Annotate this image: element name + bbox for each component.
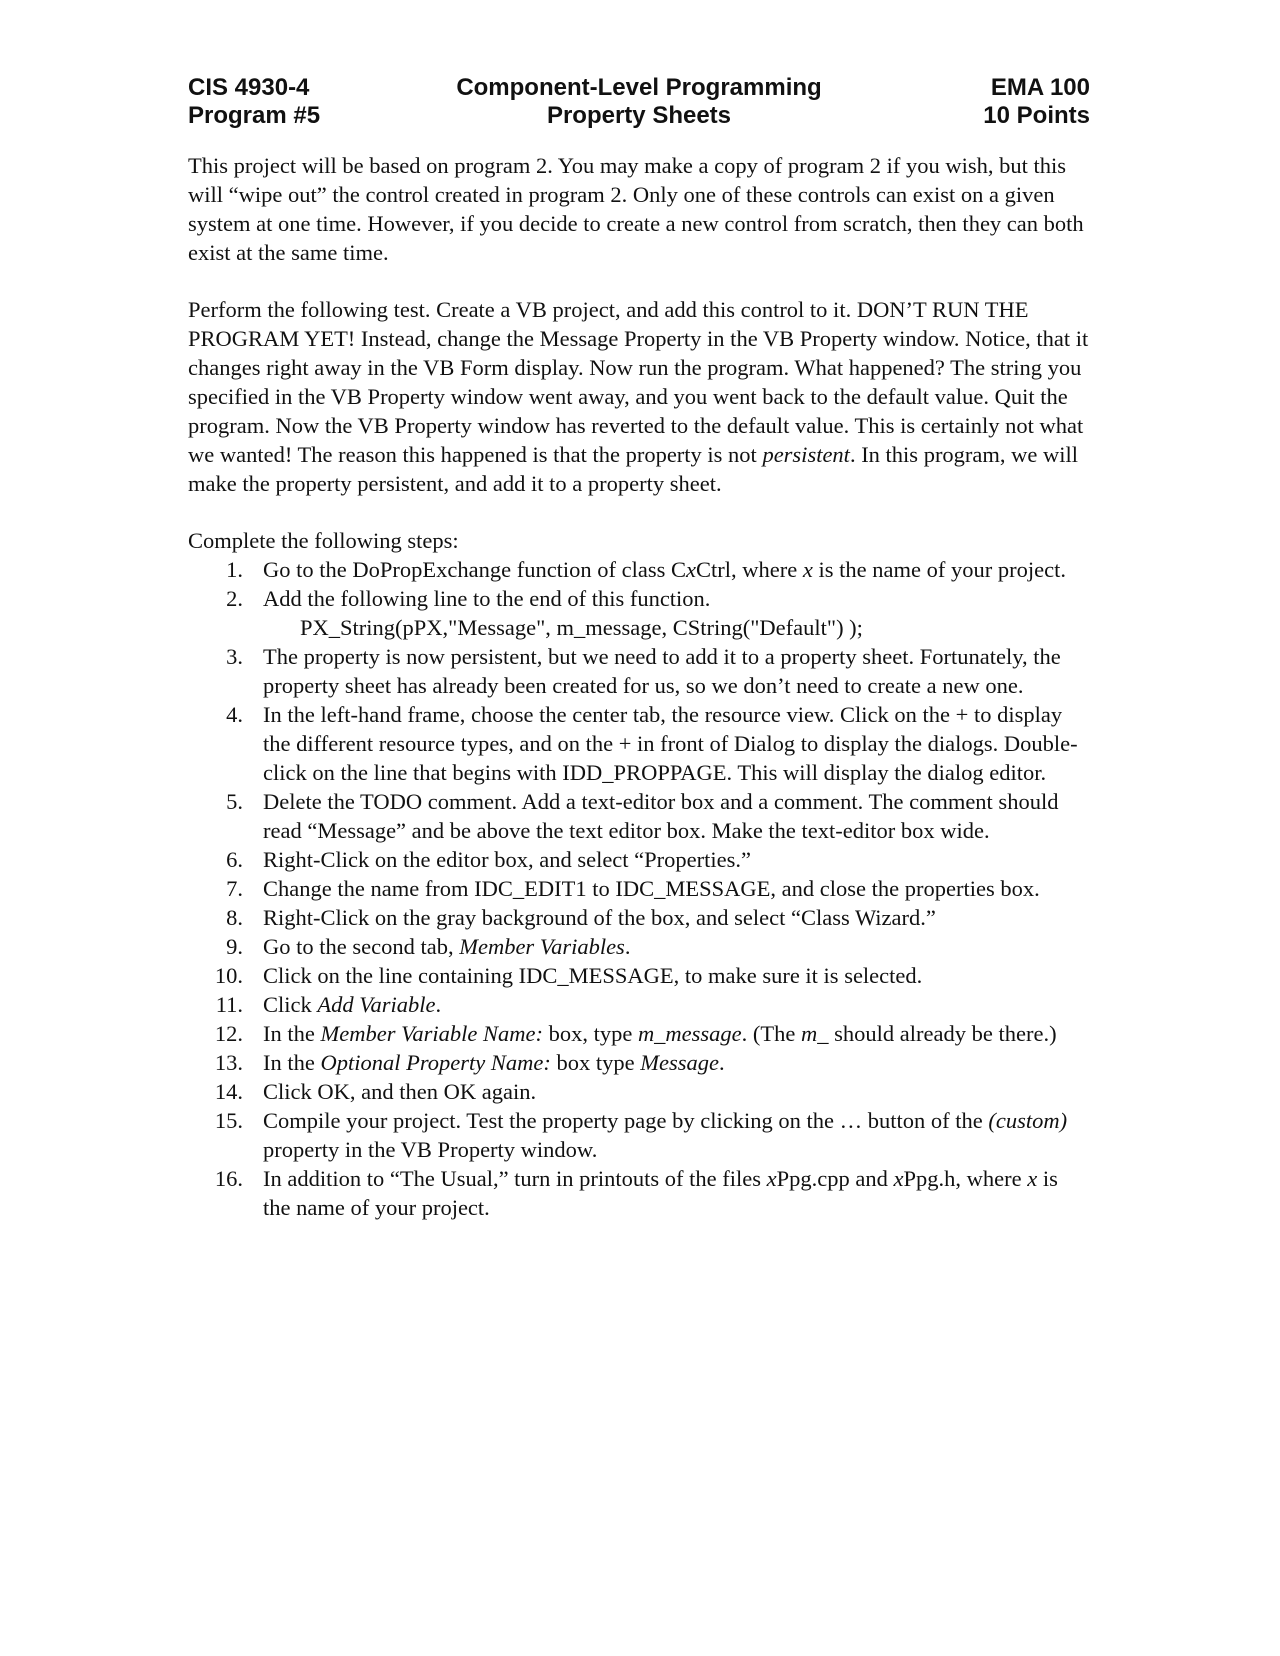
code-line: PX_String(pPX,"Message", m_message, CString("Default") ); [300,615,863,640]
step-number: 15. [214,1108,243,1133]
step-emphasis: x [802,557,813,582]
step-text: Ctrl, where [696,557,803,582]
list-item [188,990,1090,1019]
paragraph-test-emphasis: persistent [762,442,850,467]
step-text: In addition to “The Usual,” turn in printouts of the files [263,1166,767,1191]
step-text: Click on the line containing IDC_MESSAGE, to make sure it is selected. [263,963,923,988]
step-text: Change the name from IDC_EDIT1 to IDC_MESSAGE, and close the properties box. [263,876,1040,901]
step-text: In the [263,1050,321,1075]
step-emphasis: Member Variable Name: [320,1021,543,1046]
step-text: Click OK, and then OK again. [263,1079,537,1104]
points-label: 10 Points [983,102,1090,129]
step-emphasis: Message [640,1050,719,1075]
program-number: Program #5 [188,102,321,129]
paragraph-intro: This project will be based on program 2. You may make a copy of program 2 if you wish, but this will “wipe out” the control created in program 2. Only one of these controls can exist on a given system at one time. However, if you decide to create a new control from scratch, then they can both exist at the same time. [188,153,1084,265]
step-text: . [718,1050,725,1075]
step-number: 10. [214,963,243,988]
step-text: The property is now persistent, but we need to add it to a property sheet. Fortunately, the property sheet has already been created for us, so we don’t need to create a new one. [263,644,1061,698]
step-number: 14. [214,1079,243,1104]
step-text: box, type [542,1021,638,1046]
list-item [188,1106,1090,1164]
step-number: 6. [226,847,243,872]
step-text: In the [263,1021,321,1046]
step-text: . [435,992,442,1017]
step-text: Add the following line to the end of this function. [263,586,711,611]
step-number: 3. [226,644,243,669]
step-number: 16. [214,1166,243,1191]
step-emphasis: Member Variables [459,934,625,959]
step-number: 1. [226,557,243,582]
step-number: 2. [226,586,243,611]
course-title: Component-Level Programming [456,74,822,101]
list-item [188,1077,1090,1106]
paragraph-test-text: Perform the following test. Create a VB project, and add this control to it. DON’T RUN THE PROGRAM YET! Instead, change the Message Property in the VB Property window. Notice, that it changes right away in the VB Form display. Now run the program. What happened? The string you specified in the VB Property window went away, and you went back to the default value. Quit the program. Now the VB Property window has reverted to the default value. This is certainly not what we wanted! The reason this happened is that the property is not [188,297,1089,467]
step-emphasis: m_ [801,1021,829,1046]
step-emphasis: x [766,1166,777,1191]
paragraph-test [188,295,1090,498]
step-emphasis: Add Variable [317,992,436,1017]
list-item [188,903,1090,932]
step-number: 8. [226,905,243,930]
step-text: In the left-hand frame, choose the center tab, the resource view. Click on the + to display the different resource types, and on the + in front of Dialog to display the dialogs. Double-click on the line that begins with IDD_PROPPAGE. This will display the dialog editor. [263,702,1078,785]
list-item [188,642,1090,700]
step-emphasis: x [686,557,697,582]
room-label: EMA 100 [990,74,1090,101]
step-emphasis: (custom) [988,1108,1068,1133]
steps-list [188,555,1090,1222]
step-text: Go to the second tab, [263,934,460,959]
list-item [188,932,1090,961]
step-text: property in the VB Property window. [263,1137,598,1162]
step-text: is the name of your project. [812,557,1066,582]
document-body [188,151,1090,1222]
assignment-title: Property Sheets [546,102,732,129]
step-number: 4. [226,702,243,727]
paragraph-test-text-end: . In this program, we will make the property persistent, and add it to a property sheet. [188,442,1079,496]
step-text: Ppg.cpp and [776,1166,894,1191]
step-emphasis: x [1027,1166,1038,1191]
list-item [188,1164,1090,1222]
step-text: Right-Click on the editor box, and select “Properties.” [263,847,752,872]
step-text: . (The [741,1021,802,1046]
list-item [188,787,1090,845]
header-row-2 [188,102,1090,130]
list-item [188,584,1090,642]
list-item [188,874,1090,903]
step-text: Right-Click on the gray background of the box, and select “Class Wizard.” [263,905,936,930]
step-emphasis: x [893,1166,904,1191]
step-text: Delete the TODO comment. Add a text-editor box and a comment. The comment should read “Message” and be above the text editor box. Make the text-editor box wide. [263,789,1059,843]
step-number: 11. [215,992,243,1017]
step-number: 13. [214,1050,243,1075]
list-item [188,845,1090,874]
step-number: 12. [214,1021,243,1046]
step-emphasis: m_message [637,1021,742,1046]
list-item [188,555,1090,584]
step-text: Compile your project. Test the property page by clicking on the … button of the [263,1108,989,1133]
step-text: Ppg.h, where [903,1166,1028,1191]
step-text: should already be there.) [828,1021,1057,1046]
list-item [188,961,1090,990]
step-text: is the name of your project. [263,1166,1058,1220]
steps-intro: Complete the following steps: [188,528,459,553]
document-header [188,74,1090,130]
step-number: 7. [226,876,243,901]
step-text: Click [263,992,318,1017]
step-text: Go to the DoPropExchange function of class C [263,557,687,582]
step-number: 5. [226,789,243,814]
step-emphasis: Optional Property Name: [320,1050,551,1075]
step-text: box type [550,1050,641,1075]
list-item [188,1019,1090,1048]
step-number: 9. [226,934,243,959]
list-item [188,1048,1090,1077]
course-code: CIS 4930-4 [188,74,310,101]
list-item [188,700,1090,787]
header-row-1 [188,74,1090,102]
step-text: . [624,934,631,959]
